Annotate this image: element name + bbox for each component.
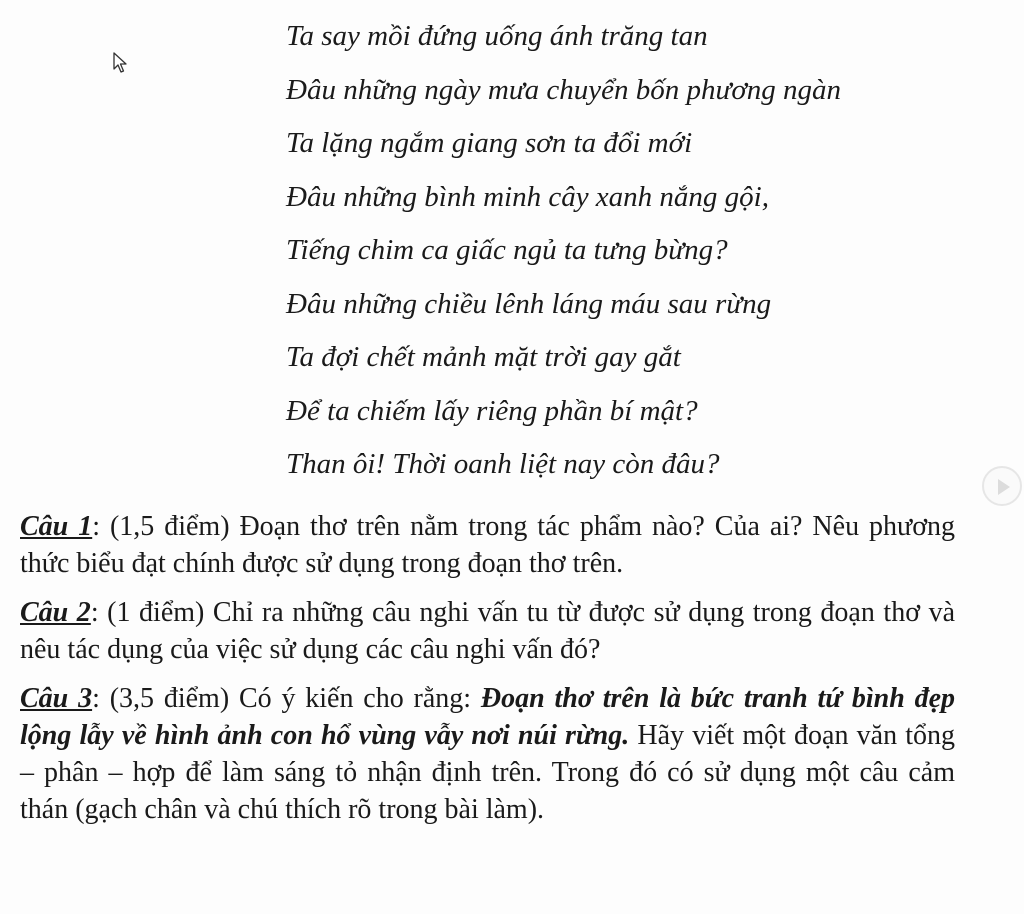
question-text: (3,5 điểm) Có ý kiến cho rằng: — [109, 683, 481, 714]
question-text: Hãy viết một đoạn văn tổng – phân – hợp để làm sáng tỏ nhận định trên. Trong đó có sử dụng một câu cảm thán (gạch chân và chú thích rõ trong bài làm). — [20, 720, 955, 825]
poem-line: Đâu những bình minh cây xanh nắng gội, — [286, 180, 769, 213]
question-1 — [20, 508, 955, 582]
poem-line: Đâu những chiều lênh láng máu sau rừng — [286, 287, 772, 320]
question-label: Câu 2 — [20, 597, 91, 628]
question-separator: : — [92, 683, 110, 714]
question-emphasis: Đoạn thơ trên là bức tranh tứ bình đẹp lộng lẫy về hình ảnh con hổ vùng vẫy nơi núi rừng. — [20, 683, 956, 751]
questions-section — [20, 508, 955, 840]
mouse-pointer-icon — [112, 52, 130, 74]
poem-excerpt — [286, 10, 986, 492]
question-2 — [20, 594, 955, 668]
poem-line: Ta say mồi đứng uống ánh trăng tan — [286, 20, 708, 52]
poem-line: Tiếng chim ca giấc ngủ ta tưng bừng? — [286, 234, 728, 266]
question-separator: : — [92, 511, 110, 542]
poem-line: Để ta chiếm lấy riêng phần bí mật? — [286, 394, 698, 427]
question-text: (1,5 điểm) Đoạn thơ trên nằm trong tác phẩm nào? Của ai? Nêu phương thức biểu đạt chính được sử dụng trong đoạn thơ trên. — [20, 511, 956, 579]
question-text: (1 điểm) Chỉ ra những câu nghi vấn tu từ được sử dụng trong đoạn thơ và nêu tác dụng của việc sử dụng các câu nghi vấn đó? — [20, 597, 955, 665]
question-3 — [20, 680, 955, 828]
poem-line: Than ôi! Thời oanh liệt nay còn đâu? — [286, 448, 720, 480]
play-icon — [996, 478, 1012, 496]
poem-line: Ta đợi chết mảnh mặt trời gay gắt — [286, 341, 681, 373]
poem-line: Ta lặng ngắm giang sơn ta đổi mới — [286, 127, 693, 159]
question-label: Câu 3 — [20, 683, 93, 714]
question-separator: : — [90, 597, 108, 628]
question-label: Câu 1 — [20, 511, 93, 542]
poem-line: Đâu những ngày mưa chuyển bốn phương ngàn — [286, 73, 842, 106]
play-button[interactable] — [982, 466, 1022, 506]
